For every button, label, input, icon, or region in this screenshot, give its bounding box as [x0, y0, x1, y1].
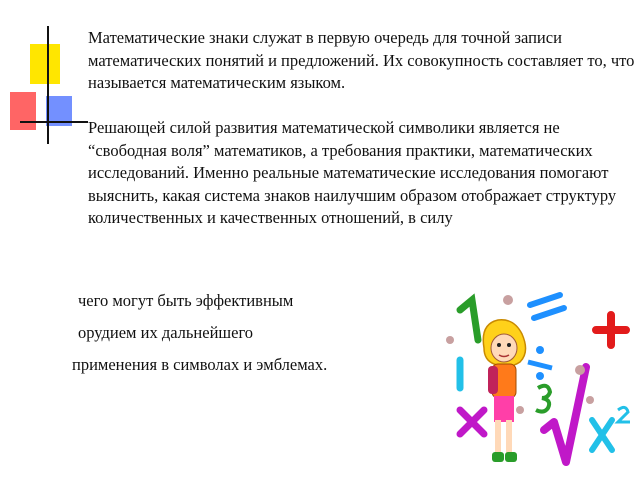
divide-sign-icon — [528, 346, 552, 380]
decorative-squares-icon — [0, 0, 90, 150]
child-with-math-symbols-illustration — [420, 280, 640, 480]
paragraph-math-language: Математические знаки служат в первую очередь для точной записи математических понятий и предложений. Их совокупность составляет то, что называется математическим языком. — [88, 28, 635, 92]
one-sign-icon — [460, 300, 478, 340]
x-sign-icon — [460, 410, 484, 434]
plus-sign-icon — [596, 315, 626, 345]
paragraph-symbol-development: Решающей силой развития математической символики является не “свободная воля” математиков, а требования практики, математических исследований. Именно реальные математические исследования помогают выяснить, какая система знаков наилучшим образом отображает структуру количественных и качественных отношений, в силу — [88, 118, 617, 227]
equals-sign-icon — [530, 295, 564, 318]
child-figure-icon — [483, 320, 525, 462]
text-line-2: орудием их дальнейшего — [78, 323, 254, 342]
text-line-3: применения в символах и эмблемах. — [72, 355, 328, 374]
three-digit-icon — [536, 386, 550, 412]
x-squared-icon — [592, 407, 630, 450]
text-line-1: чего могут быть эффективным — [78, 291, 294, 310]
root-sign-icon — [544, 367, 586, 462]
